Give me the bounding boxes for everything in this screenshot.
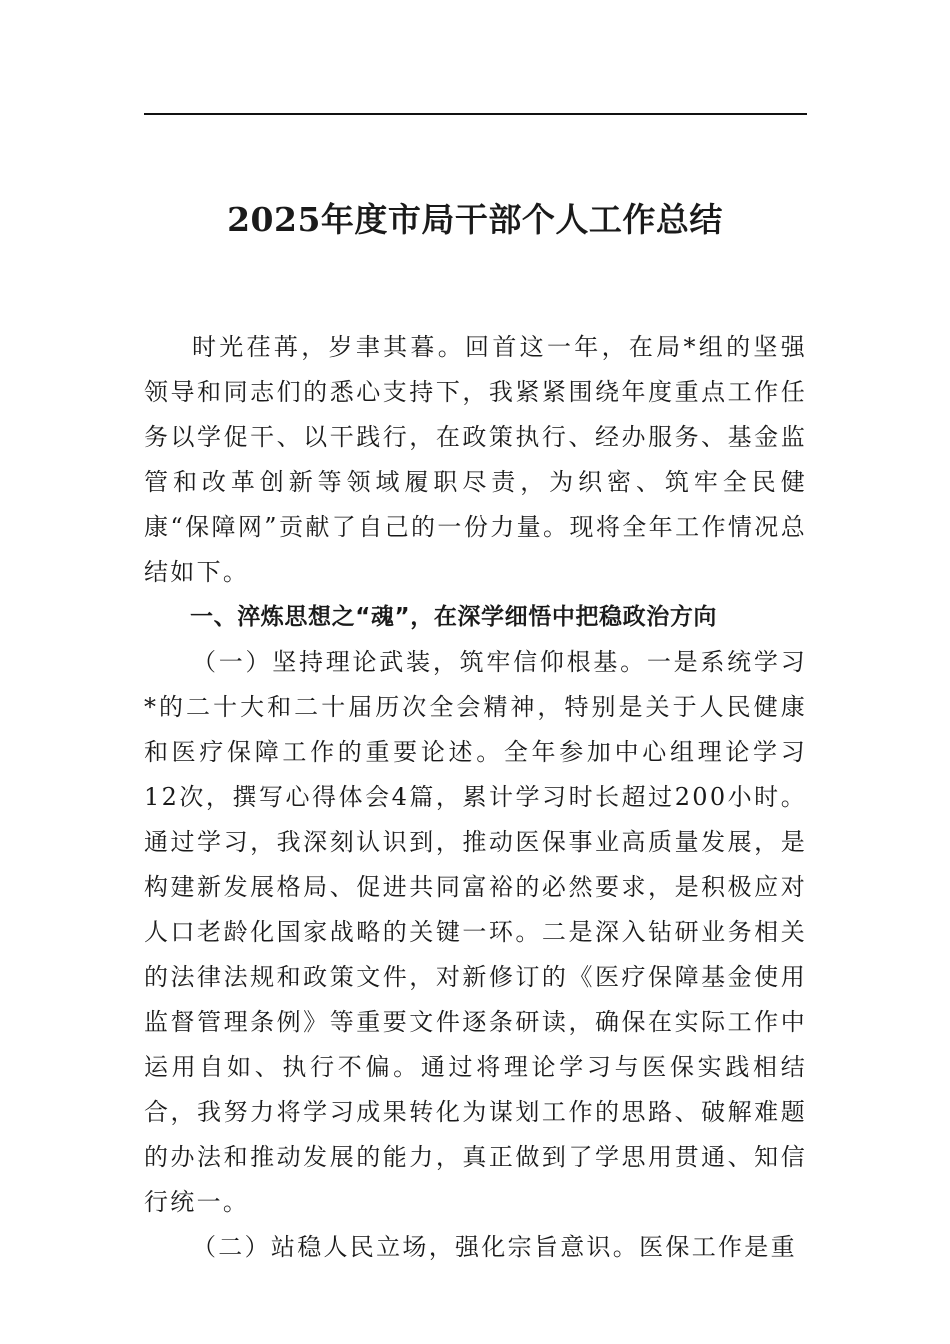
intro-paragraph: 时光荏苒，岁聿其暮。回首这一年，在局*组的坚强领导和同志们的悉心支持下，我紧紧围绕年度重点工作任务以学促干、以干践行，在政策执行、经办服务、基金监管和改革创新等领域履职尽责，为织密、筑牢全民健康“保障网”贡献了自己的一份力量。现将全年工作情况总结如下。	[144, 333, 807, 586]
document-title: 2025年度市局干部个人工作总结	[227, 200, 723, 239]
header-rule	[144, 113, 807, 115]
section-1-heading: 一、淬炼思想之“魂”，在深学细悟中把稳政治方向	[190, 604, 718, 630]
section-1-paragraph-1: （一）坚持理论武装，筑牢信仰根基。一是系统学习*的二十大和二十届历次全会精神，特别是关于人民健康和医疗保障工作的重要论述。全年参加中心组理论学习12次，撰写心得体会4篇，累计学习时长超过200小时。通过学习，我深刻认识到，推动医保事业高质量发展，是构建新发展格局、促进共同富裕的必然要求，是积极应对人口老龄化国家战略的关键一环。二是深入钻研业务相关的法律法规和政策文件，对新修订的《医疗保障基金使用监督管理条例》等重要文件逐条研读，确保在实际工作中运用自如、执行不偏。通过将理论学习与医保实践相结合，我努力将学习成果转化为谋划工作的思路、破解难题的办法和推动发展的能力，真正做到了学思用贯通、知信行统一。	[144, 648, 807, 1216]
document-body	[144, 325, 807, 1270]
section-1-paragraph-2: （二）站稳人民立场，强化宗旨意识。医保工作是重	[192, 1233, 797, 1261]
